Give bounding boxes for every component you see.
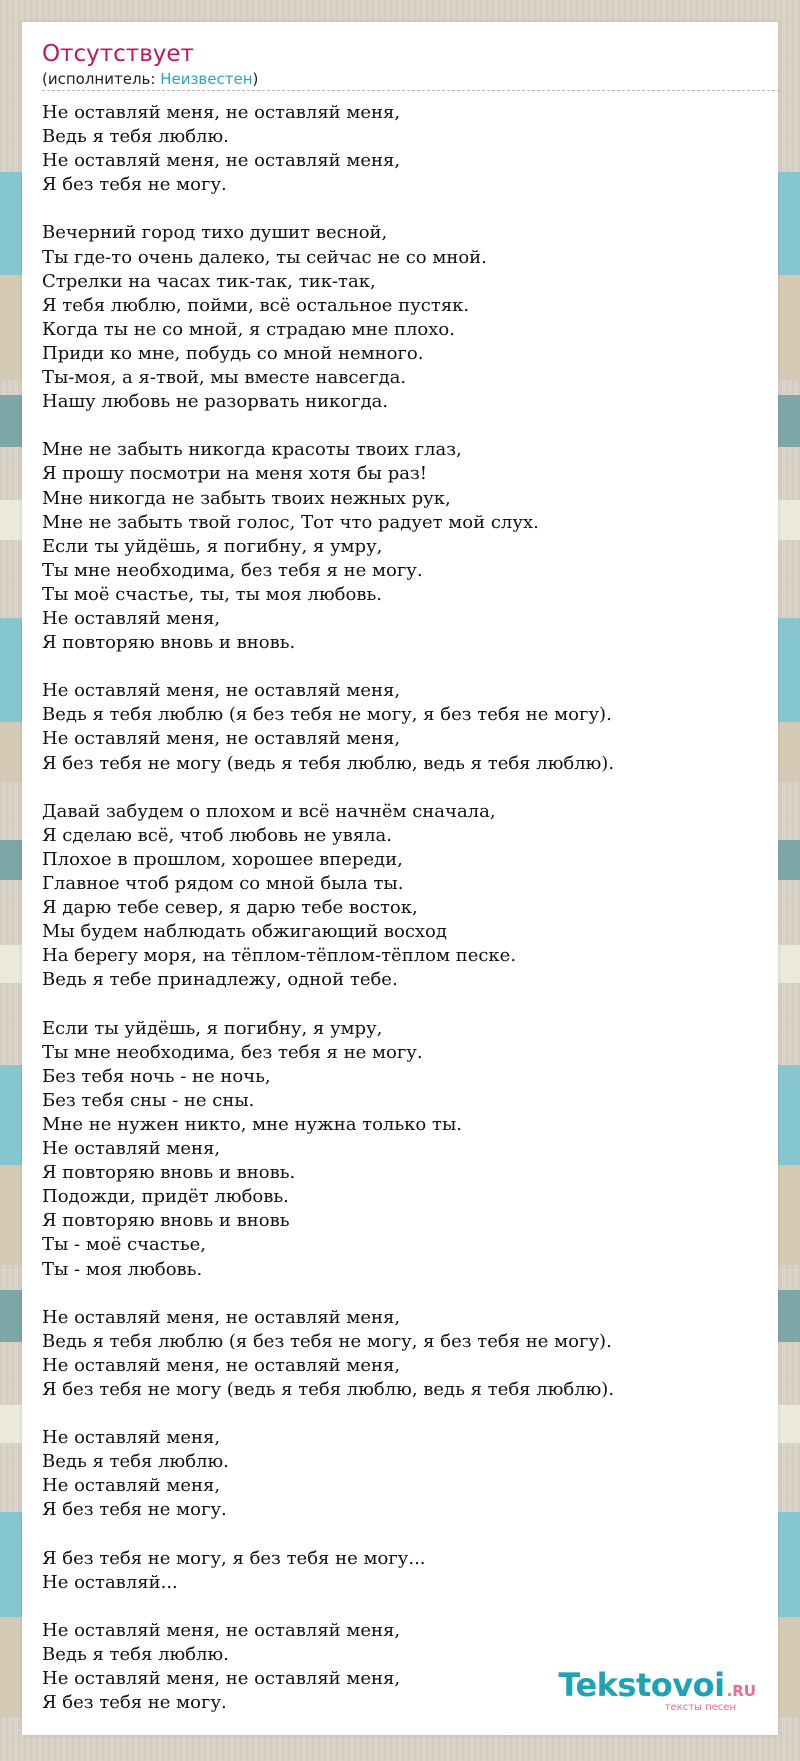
lyrics-stanza [42,800,762,993]
lyric-line: Не оставляй меня, не оставляй меня, [42,1668,401,1690]
lyric-line: Я повторяю вновь и вновь. [42,632,296,654]
lyric-line: Мы будем наблюдать обжигающий восход [42,921,447,943]
lyric-line: Не оставляй меня, не оставляй меня, [42,102,401,123]
lyric-line: Я без тебя не могу, я без тебя не могу... [42,1547,426,1569]
lyric-line: Не оставляй меня, [42,607,221,629]
lyric-line: Ты - моя любовь. [42,1258,203,1280]
title-divider [42,90,780,91]
lyric-line: Если ты уйдёшь, я погибну, я умру, [42,535,383,557]
lyric-line: Когда ты не со мной, я страдаю мне плохо. [42,318,455,340]
lyrics-stanza [42,101,762,197]
lyric-line: Подожди, придёт любовь. [42,1186,289,1208]
lyrics-card [22,22,778,1735]
artist-suffix: ) [252,70,259,88]
lyric-line: Я сделаю всё, чтоб любовь не увяла. [42,824,392,846]
lyric-line: Мне не забыть никогда красоты твоих глаз, [42,439,462,461]
artist-line [42,70,258,89]
lyric-line: Не оставляй меня, не оставляй меня, [42,1354,401,1376]
lyric-line: Приди ко мне, побудь со мной немного. [42,342,424,364]
lyric-line: Плохое в прошлом, хорошее впереди, [42,848,403,870]
site-logo[interactable] [551,1667,756,1717]
song-title: Отсутствует [42,41,194,67]
lyric-line: Я повторяю вновь и вновь. [42,1162,296,1184]
lyric-line: Я без тебя не могу (ведь я тебя люблю, ведь я тебя люблю). [42,752,615,774]
lyric-line: Я без тебя не могу. [42,1499,227,1521]
lyric-line: Ведь я тебя люблю. [42,1451,229,1473]
lyrics-stanza [42,1017,762,1282]
lyric-line: Не оставляй меня, не оставляй меня, [42,1306,401,1328]
logo-tld: .RU [726,1682,756,1700]
lyric-line: Не оставляй... [42,1571,178,1593]
lyric-line: Не оставляй меня, не оставляй меня, [42,150,401,172]
lyric-line: Ты мне необходима, без тебя я не могу. [42,559,423,581]
logo-word: Tekstovoi [558,1666,725,1704]
lyric-line: Не оставляй меня, не оставляй меня, [42,1619,401,1641]
lyric-line: Не оставляй меня, [42,1138,221,1160]
lyric-line: Не оставляй меня, [42,1475,221,1497]
lyric-line: Ведь я тебя люблю (я без тебя не могу, я без тебя не могу). [42,704,612,726]
lyric-line: Если ты уйдёшь, я погибну, я умру, [42,1017,383,1039]
lyric-line: Не оставляй меня, [42,1427,221,1449]
lyrics-stanza [42,1426,762,1522]
lyric-line: Нашу любовь не разорвать никогда. [42,391,389,413]
lyric-line: Я дарю тебе север, я дарю тебе восток, [42,897,418,919]
lyrics-stanza [42,221,762,414]
lyrics-stanza [42,679,762,775]
lyric-line: Вечерний город тихо душит весной, [42,222,388,244]
lyric-line: Ты где-то очень далеко, ты сейчас не со мной. [42,246,487,268]
lyric-line: Ты моё счастье, ты, ты моя любовь. [42,583,382,605]
lyric-line: Я без тебя не могу. [42,174,227,196]
lyric-line: Не оставляй меня, не оставляй меня, [42,680,401,702]
logo-wordmark [558,1667,756,1703]
lyric-line: Я повторяю вновь и вновь [42,1210,290,1232]
lyrics-stanza [42,438,762,655]
lyrics-text [42,101,762,1715]
lyric-line: Стрелки на часах тик-так, тик-так, [42,270,376,292]
logo-tagline: тексты песен [664,1702,736,1713]
lyrics-stanza [42,1306,762,1402]
lyric-line: Не оставляй меня, не оставляй меня, [42,728,401,750]
lyric-line: Ведь я тебя люблю. [42,126,229,148]
lyric-line: Мне не забыть твой голос, Тот что радует мой слух. [42,511,539,533]
lyric-line: Ты-моя, а я-твой, мы вместе навсегда. [42,367,407,389]
lyric-line: Ведь я тебя люблю (я без тебя не могу, я без тебя не могу). [42,1330,612,1352]
lyric-line: Давай забудем о плохом и всё начнём сначала, [42,800,496,822]
lyric-line: Ты - моё счастье, [42,1234,206,1256]
lyric-line: Я без тебя не могу. [42,1692,227,1714]
lyric-line: Без тебя ночь - не ночь, [42,1065,271,1087]
lyric-line: Без тебя сны - не сны. [42,1089,255,1111]
lyric-line: Я прошу посмотри на меня хотя бы раз! [42,463,428,485]
lyric-line: Ведь я тебе принадлежу, одной тебе. [42,969,398,991]
lyrics-stanza [42,1547,762,1595]
lyric-line: Ведь я тебя люблю. [42,1644,229,1665]
lyric-line: Я без тебя не могу (ведь я тебя люблю, ведь я тебя люблю). [42,1378,615,1400]
lyric-line: Мне никогда не забыть твоих нежных рук, [42,487,451,509]
lyric-line: Мне не нужен никто, мне нужна только ты. [42,1113,462,1135]
artist-prefix: (исполнитель: [42,70,161,88]
lyric-line: Ты мне необходима, без тебя я не могу. [42,1041,423,1063]
lyric-line: Я тебя люблю, пойми, всё остальное пустяк. [42,294,470,316]
artist-link[interactable]: Неизвестен [160,70,253,88]
lyric-line: Главное чтоб рядом со мной была ты. [42,873,404,894]
lyric-line: На берегу моря, на тёплом-тёплом-тёплом песке. [42,945,517,967]
